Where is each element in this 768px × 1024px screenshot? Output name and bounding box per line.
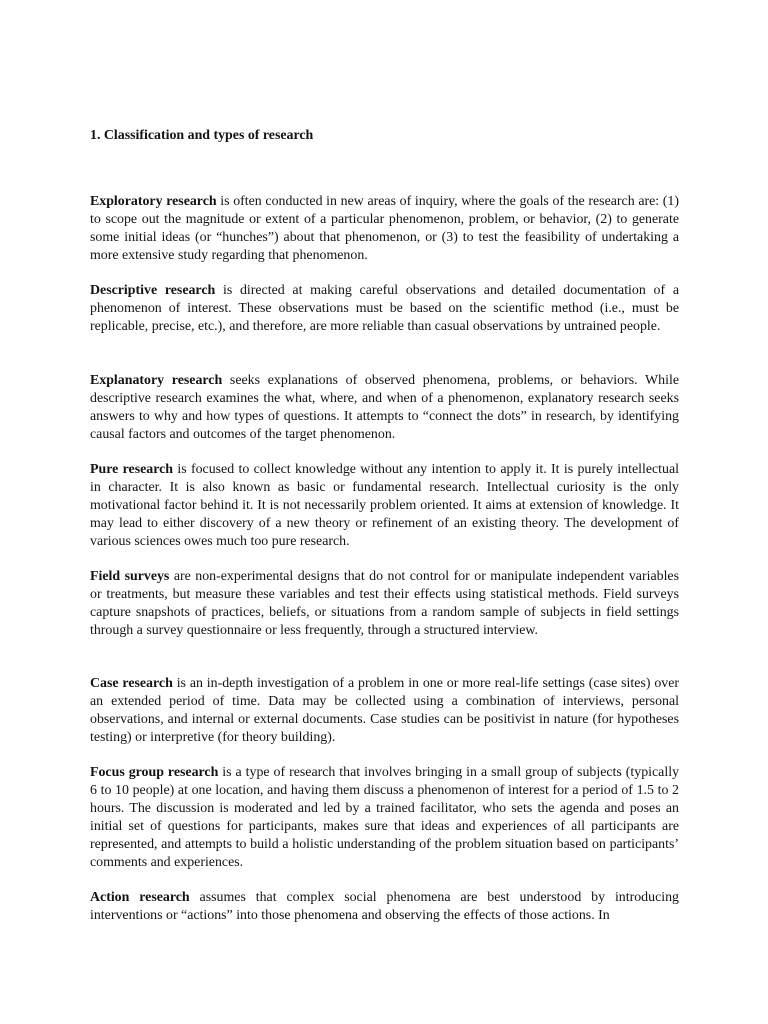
paragraph-focus-group-research	[90, 764, 679, 871]
term-descriptive-research: Descriptive research	[90, 283, 216, 298]
paragraph-case-research	[90, 675, 679, 747]
definition-pure-research: is focused to collect knowledge without any intention to apply it. It is purely intellectual in character. It is also known as basic or fundamental research. Intellectual curiosity is the only motivational factor behind it. It is not necessarily problem oriented. It aims at extension of knowledge. It may lead to either discovery of a new theory or refinement of an existing theory. The development of various sciences owes much too pure research.	[90, 462, 679, 549]
paragraph-action-research	[90, 889, 679, 925]
paragraph-descriptive-research	[90, 282, 679, 336]
term-focus-group-research: Focus group research	[90, 765, 219, 780]
term-pure-research: Pure research	[90, 462, 174, 477]
definition-focus-group-research: is a type of research that involves bringing in a small group of subjects (typically 6 to 10 people) at one location, and having them discuss a phenomenon of interest for a period of 1.5 to 2 hours. The discussion is moderated and led by a trained facilitator, who sets the agenda and poses an initial set of questions for participants, makes sure that ideas and experiences of all participants are represented, and attempts to build a holistic understanding of the problem situation based on participants’ comments and experiences.	[90, 765, 680, 870]
term-action-research: Action research	[90, 890, 190, 905]
term-field-surveys: Field surveys	[90, 569, 170, 584]
paragraph-explanatory-research	[90, 372, 679, 444]
term-explanatory-research: Explanatory research	[90, 373, 223, 388]
definition-exploratory-research: is often conducted in new areas of inquiry, where the goals of the research are: (1) to scope out the magnitude or extent of a particular phenomenon, problem, or behavior, (2) to generate some initial ideas (or “hunches”) about that phenomenon, or (3) to test the feasibility of undertaking a more extensive study regarding that phenomenon.	[90, 194, 680, 263]
section-heading: 1. Classification and types of research	[90, 128, 314, 143]
paragraph-field-surveys	[90, 568, 679, 640]
paragraph-exploratory-research	[90, 193, 679, 265]
term-exploratory-research: Exploratory research	[90, 194, 217, 209]
definition-action-research: assumes that complex social phenomena are best understood by introducing interventions or “actions” into those phenomena and observing the effects of those actions. In	[90, 890, 679, 923]
paragraph-pure-research	[90, 461, 679, 551]
definition-descriptive-research: is directed at making careful observations and detailed documentation of a phenomenon of interest. These observations must be based on the scientific method (i.e., must be replicable, precise, etc.), and therefore, are more reliable than casual observations by untrained people.	[90, 283, 679, 334]
definition-case-research: is an in-depth investigation of a problem in one or more real-life settings (case sites) over an extended period of time. Data may be collected using a combination of interviews, personal observations, and internal or external documents. Case studies can be positivist in nature (for hypotheses testing) or interpretive (for theory building).	[90, 676, 680, 745]
term-case-research: Case research	[90, 676, 173, 691]
definition-explanatory-research: seeks explanations of observed phenomena, problems, or behaviors. While descriptive research examines the what, where, and when of a phenomenon, explanatory research seeks answers to why and how types of questions. It attempts to “connect the dots” in research, by identifying causal factors and outcomes of the target phenomenon.	[90, 373, 679, 442]
definition-field-surveys: are non-experimental designs that do not control for or manipulate independent variables or treatments, but measure these variables and test their effects using statistical methods. Field surveys capture snapshots of practices, beliefs, or situations from a random sample of subjects in field settings through a survey questionnaire or less frequently, through a structured interview.	[90, 569, 680, 638]
